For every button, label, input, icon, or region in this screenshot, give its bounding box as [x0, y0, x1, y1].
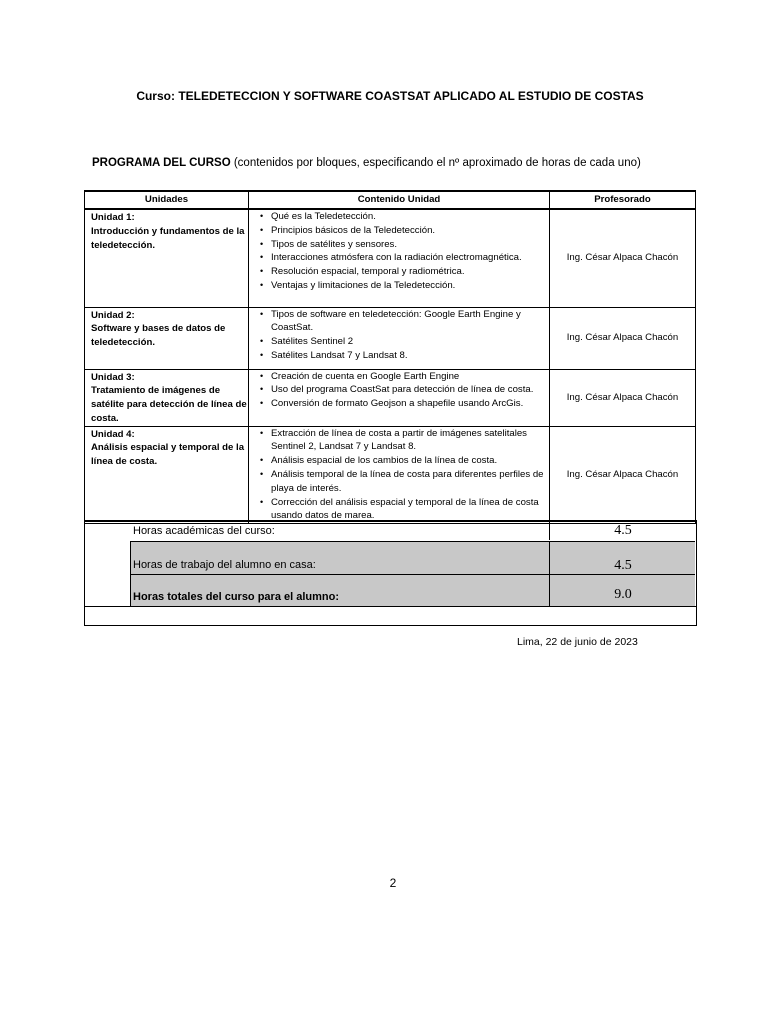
unit-cell [85, 369, 249, 426]
unit-number: Unidad 2: [91, 309, 135, 321]
total-hours-value: 9.0 [549, 575, 696, 606]
unit-name: Análisis espacial y temporal de la línea de costa. [91, 442, 245, 468]
list-item: • Ventajas y limitaciones de la Teledetección. [255, 279, 549, 293]
teacher-cell: Ing. César Alpaca Chacón [550, 426, 696, 524]
table-row [85, 369, 696, 426]
table-row [85, 209, 696, 307]
program-heading-bold: PROGRAMA DEL CURSO [92, 157, 231, 169]
home-hours-value: 4.5 [549, 542, 696, 574]
list-item: • Qué es la Teledetección. [255, 210, 549, 224]
unit-name: Tratamiento de imágenes de satélite para detección de línea de costa. [91, 385, 247, 424]
list-item: • Resolución espacial, temporal y radiométrica. [255, 265, 549, 279]
unit-number: Unidad 4: [91, 428, 135, 440]
list-item: • Principios básicos de la Teledetección. [255, 224, 549, 238]
unit-name: Software y bases de datos de teledetección. [91, 323, 226, 349]
list-item: • Tipos de software en teledetección: Google Earth Engine y CoastSat. [255, 308, 549, 336]
content-cell [249, 209, 550, 307]
academic-hours-row [131, 522, 695, 540]
home-hours-row [131, 541, 695, 574]
total-hours-label: Horas totales del curso para el alumno: [133, 591, 340, 603]
content-cell [249, 369, 550, 426]
unit-number: Unidad 1: [91, 212, 135, 223]
document-date: Lima, 22 de junio de 2023 [517, 636, 638, 648]
academic-hours-value: 4.5 [549, 522, 696, 540]
list-item: • Análisis espacial de los cambios de la línea de costa. [255, 454, 549, 468]
content-list [255, 427, 549, 524]
table-row [85, 307, 696, 369]
unit-cell [85, 426, 249, 524]
teacher-cell: Ing. César Alpaca Chacón [550, 369, 696, 426]
page-number: 2 [389, 876, 397, 890]
content-cell [249, 307, 550, 369]
academic-hours-label: Horas académicas del curso: [133, 525, 275, 537]
content-cell [249, 426, 550, 524]
course-title: Curso: TELEDETECCION Y SOFTWARE COASTSAT APLICADO AL ESTUDIO DE COSTAS [136, 89, 644, 103]
header-content: Contenido Unidad [249, 191, 550, 209]
course-content-table [84, 190, 696, 524]
teacher-cell: Ing. César Alpaca Chacón [550, 209, 696, 307]
header-teacher: Profesorado [550, 191, 696, 209]
table-row [85, 426, 696, 524]
program-heading-description: (contenidos por bloques, especificando el nº aproximado de horas de cada uno) [230, 157, 641, 169]
teacher-cell: Ing. César Alpaca Chacón [550, 307, 696, 369]
total-hours-row [131, 574, 695, 606]
header-units: Unidades [85, 191, 249, 209]
list-item: • Extracción de línea de costa a partir de imágenes satelitales Sentinel 2, Landsat 7 y Landsat 8. [255, 427, 549, 455]
list-item: • Satélites Sentinel 2 [255, 335, 549, 349]
unit-cell [85, 307, 249, 369]
hours-summary [84, 520, 697, 626]
program-heading [92, 157, 641, 169]
unit-cell [85, 209, 249, 307]
hours-bottom-divider [85, 606, 696, 607]
hours-left-stub [85, 541, 131, 606]
list-item: • Tipos de satélites y sensores. [255, 238, 549, 252]
unit-number: Unidad 3: [91, 371, 135, 383]
list-item: • Uso del programa CoastSat para detección de línea de costa. [255, 383, 549, 397]
list-item: • Satélites Landsat 7 y Landsat 8. [255, 349, 549, 363]
list-item: • Interacciones atmósfera con la radiación electromagnética. [255, 251, 549, 265]
content-list [255, 210, 549, 293]
list-item: • Análisis temporal de la línea de costa para diferentes perfiles de playa de interés. [255, 468, 549, 496]
home-hours-label: Horas de trabajo del alumno en casa: [133, 559, 316, 571]
content-list [255, 308, 549, 363]
unit-name: Introducción y fundamentos de la teledetección. [91, 225, 245, 251]
list-item: • Conversión de formato Geojson a shapefile usando ArcGis. [255, 397, 549, 411]
table-header-row [85, 191, 696, 209]
content-list [255, 370, 549, 411]
list-item: • Creación de cuenta en Google Earth Engine [255, 370, 549, 384]
list-item: • Corrección del análisis espacial y temporal de la línea de costa usando datos de marea. [255, 496, 549, 524]
